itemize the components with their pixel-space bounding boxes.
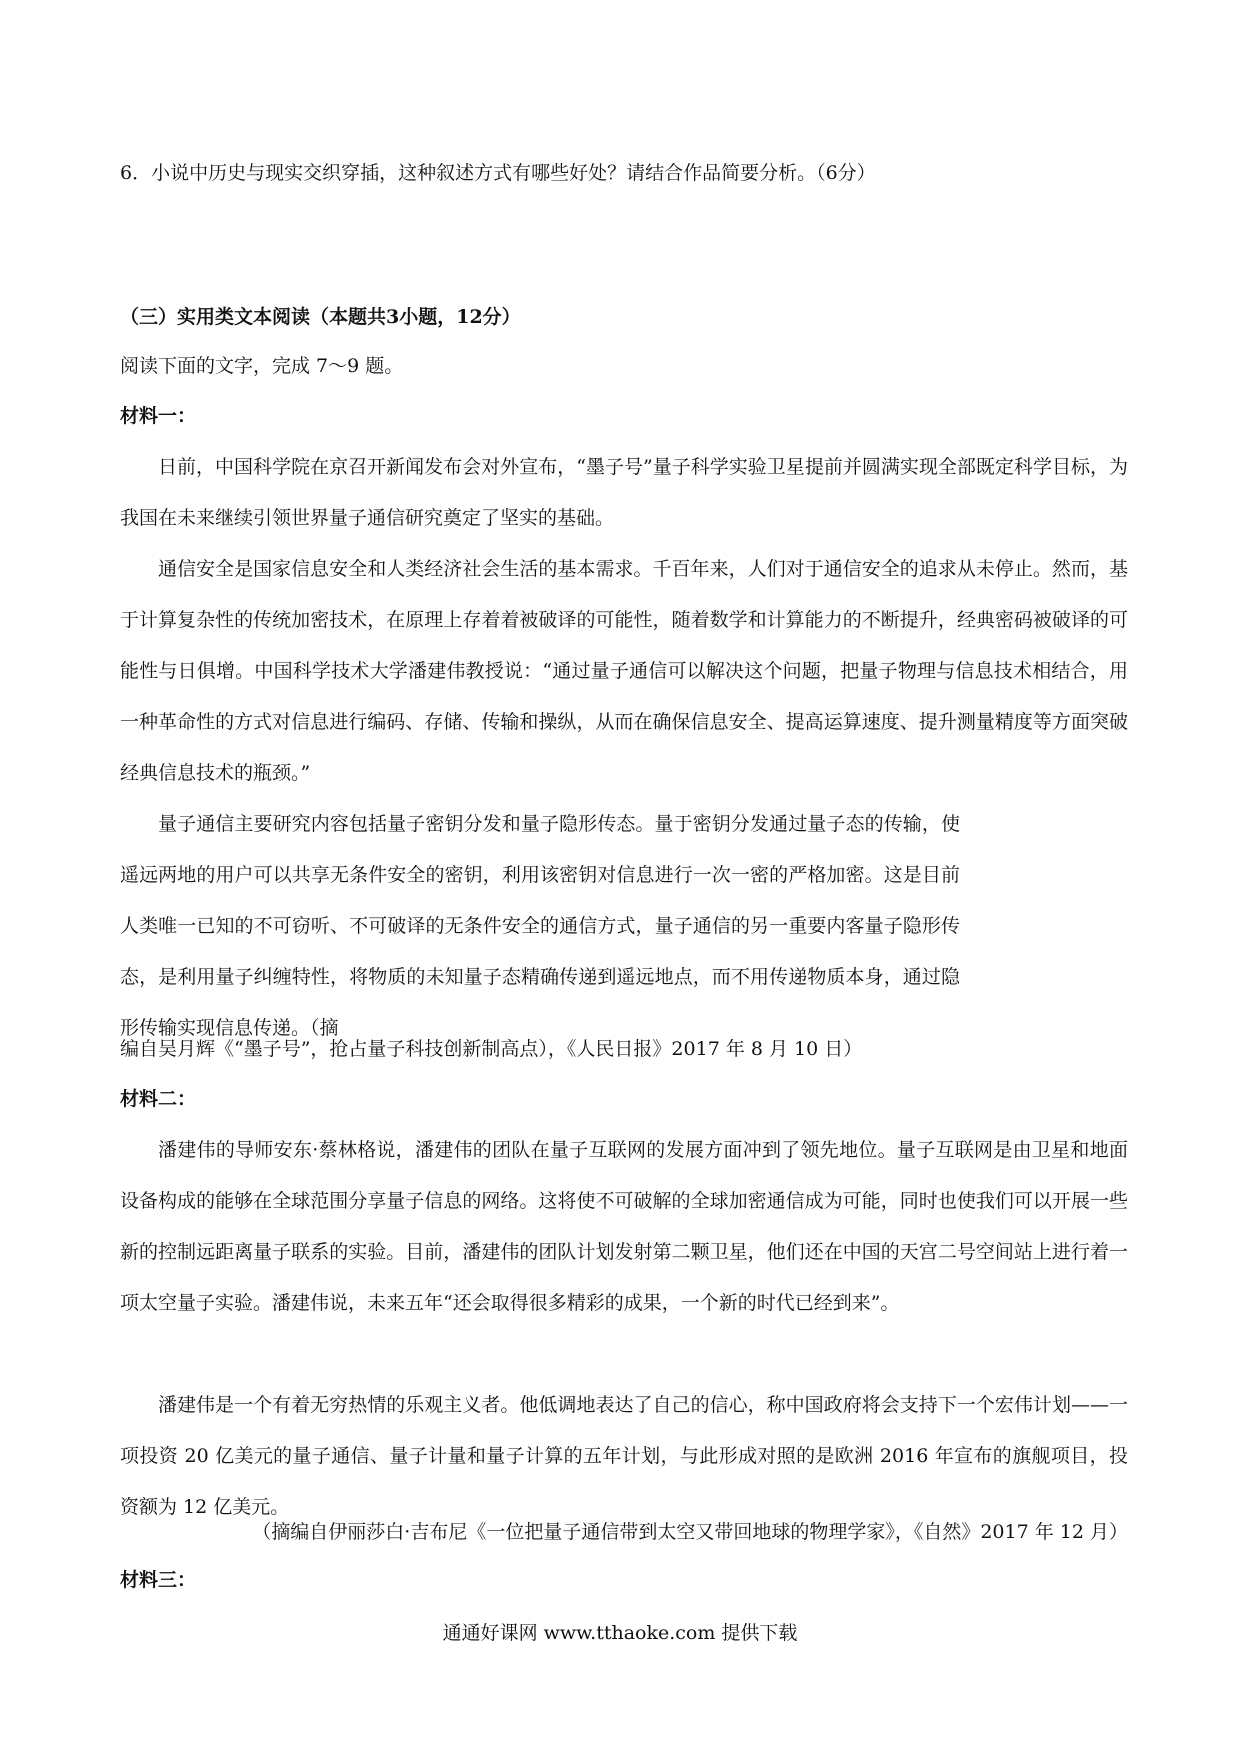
material-2-source: （摘编自伊丽莎白·吉布尼《一位把量子通信带到太空又带回地球的物理学家》，《自然》2017 年 12 月） [252,1521,1128,1543]
section-heading: （三）实用类文本阅读（本题共3小题，12分） [120,306,521,328]
material-2-title: 材料二： [120,1088,197,1110]
section-instruction: 阅读下面的文字，完成 7～9 题。 [120,355,404,377]
material-1-source: 编自吴月辉《“墨子号”，抢占量子科技创新制高点），《人民日报》2017 年 8 月 10 日） [120,1038,863,1060]
material-2-paragraph-1: 潘建伟的导师安东·蔡林格说，潘建伟的团队在量子互联网的发展方面冲到了领先地位。量子互联网是由卫星和地面设备构成的能够在全球范围分享量子信息的网络。这将使不可破解的全球加密通信成为可能，同时也使我们可以开展一些新的控制远距离量子联系的实验。目前，潘建伟的团队计划发射第二颗卫星，他们还在中国的天宫二号空间站上进行着一项太空量子实验。潘建伟说，未来五年“还会取得很多精彩的成果，一个新的时代已经到来”。 [120,1139,1128,1314]
material-3-title: 材料三： [120,1569,197,1591]
material-1-title: 材料一： [120,405,197,427]
material-1-paragraph-1: 日前，中国科学院在京召开新闻发布会对外宣布，“墨子号”量子科学实验卫星提前并圆满实现全部既定科学目标，为我国在未来继续引领世界量子通信研究奠定了坚实的基础。 [120,456,1128,529]
page-footer: 通通好课网 www.tthaoke.com 提供下载 [442,1622,798,1644]
material-1-paragraph-2: 通信安全是国家信息安全和人类经济社会生活的基本需求。千百年来，人们对于通信安全的追求从未停止。然而，基于计算复杂性的传统加密技术，在原理上存着着被破译的可能性，随着数学和计算能力的不断提升，经典密码被破译的可能性与日俱增。中国科学技术大学潘建伟教授说：“通过量子通信可以解决这个问题，把量子物理与信息技术相结合，用一种革命性的方式对信息进行编码、存储、传输和操纵，从而在确保信息安全、提高运算速度、提升测量精度等方面突破经典信息技术的瓶颈。” [120,558,1128,784]
material-1-paragraph-3: 量子通信主要研究内容包括量子密钥分发和量子隐形传态。量于密钥分发通过量子态的传输，使遥远两地的用户可以共享无条件安全的密钥，利用该密钥对信息进行一次一密的严格加密。这是目前人类唯一已知的不可窃听、不可破译的无条件安全的通信方式，量子通信的另一重要内客量子隐形传态，是利用量子纠缠特性，将物质的未知量子态精确传递到遥远地点，而不用传递物质本身，通过隐形传输实现信息传递。（摘 [120,813,960,1039]
question-6: 6．小说中历史与现实交织穿插，这种叙述方式有哪些好处？请结合作品简要分析。（6分） [120,162,876,184]
material-2-paragraph-2: 潘建伟是一个有着无穷热情的乐观主义者。他低调地表达了自己的信心，称中国政府将会支持下一个宏伟计划——一项投资 20 亿美元的量子通信、量子计量和量子计算的五年计划，与此形成对照的是欧洲 2016 年宣布的旗舰项目，投资额为 12 亿美元。 [120,1394,1128,1518]
